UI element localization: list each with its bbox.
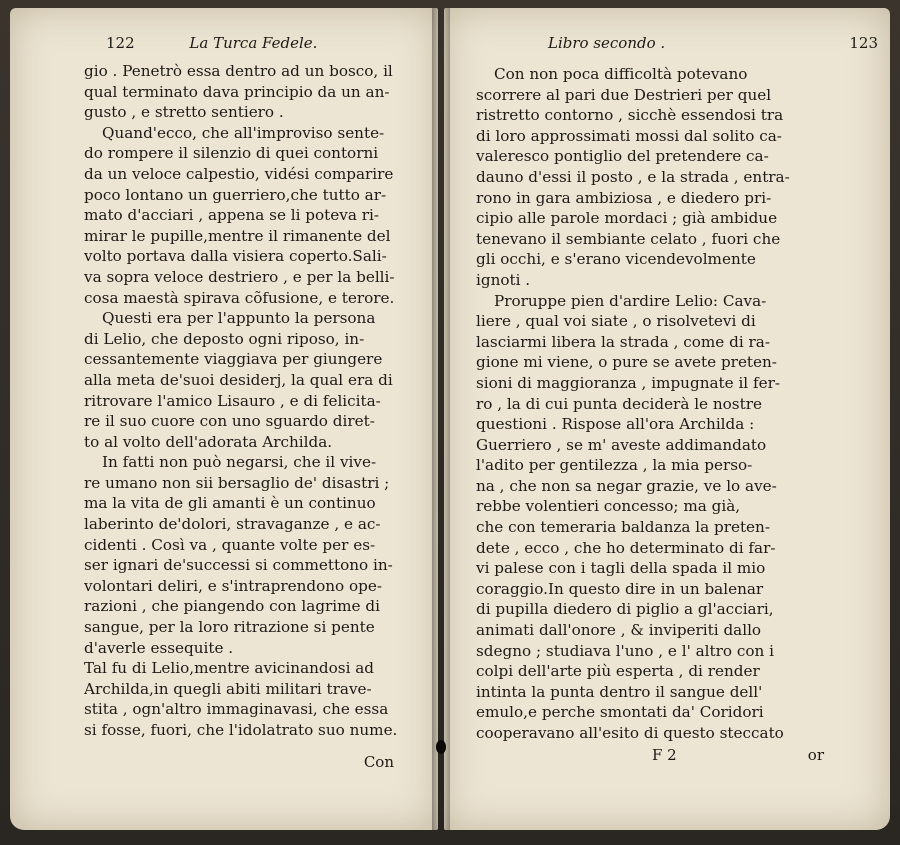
text-line: liere , qual voi siate , o risolvetevi di [476, 312, 756, 331]
right-catchword: or [807, 746, 824, 764]
text-line: gli occhi, e s'erano vicendevolmente [476, 250, 756, 269]
text-line: gione mi viene, o pure se avete preten- [476, 353, 777, 372]
right-page-text [476, 64, 878, 744]
text-line: che con temeraria baldanza la preten- [476, 518, 770, 537]
text-line: rebbe volentieri concesso; ma già, [476, 497, 741, 516]
text-line: di Lelio, che deposto ogni riposo, in- [84, 329, 365, 348]
text-line: tenevano il sembiante celato , fuori che [476, 229, 781, 248]
left-page-number: 122 [106, 34, 135, 52]
left-page-text [84, 61, 428, 741]
text-line: alla meta de'suoi desiderj, la qual era di [84, 370, 393, 389]
text-line: colpi dell'arte più esperta , di render [476, 662, 760, 681]
right-running-title: Libro secondo . [548, 34, 666, 52]
text-line: dete , ecco , che ho determinato di far- [476, 538, 776, 557]
text-line: laberinto de'dolori, stravaganze , e ac- [84, 515, 381, 534]
text-line: l'adito per gentilezza , la mia perso- [476, 456, 753, 475]
text-line: stita , ogn'altro immaginavasi, che essa [84, 700, 389, 719]
text-line: rono in gara ambiziosa , e diedero pri- [476, 188, 772, 207]
text-line: ma la vita de gli amanti è un continuo [84, 494, 376, 513]
text-line: poco lontano un guerriero,che tutto ar- [84, 185, 387, 204]
text-line: gio . Penetrò essa dentro ad un bosco, il [84, 62, 393, 80]
text-line: gusto , e stretto sentiero . [84, 103, 284, 122]
right-signature-mark: F 2 [652, 746, 677, 764]
text-line: da un veloce calpestio, vidési comparire [84, 164, 394, 183]
text-line: volto portava dalla visiera coperto.Sali- [84, 247, 387, 266]
text-line: Tal fu di Lelio,mentre avicinandosi ad [84, 659, 375, 678]
text-line: ritrovare l'amico Lisauro , e di felicita- [84, 391, 381, 410]
text-line: si fosse, fuori, che l'idolatrato suo nume. [84, 721, 398, 739]
text-line: Proruppe pien d'ardire Lelio: Cava- [494, 291, 767, 310]
text-line: razioni , che piangendo con lagrime di [84, 597, 380, 616]
text-line: mato d'acciari , appena se li poteva ri- [84, 206, 379, 225]
text-line: emulo,e perche smontati da' Coridori [476, 703, 764, 722]
ink-smudge [436, 740, 446, 754]
text-line: Archilda,in quegli abiti militari trave- [84, 679, 372, 698]
left-running-head [106, 34, 416, 52]
text-line: lasciarmi libera la strada , come di ra- [476, 332, 770, 351]
text-line: cosa maestà spirava cõfusione, e terore. [84, 288, 395, 307]
text-line: vi palese con i tagli della spada il mio [476, 559, 766, 578]
left-catchword: Con [363, 753, 394, 771]
text-line: re umano non sii bersaglio de' disastri ; [84, 473, 390, 492]
text-line: Questi era per l'appunto la persona [102, 309, 376, 328]
text-line: qual terminato dava principio da un an- [84, 82, 390, 101]
text-line: di pupilla diedero di piglio a gl'acciari, [476, 600, 774, 619]
text-line: scorrere al pari due Destrieri per quel [476, 85, 772, 104]
text-line: mirar le pupille,mentre il rimanente del [84, 226, 391, 245]
text-line: do rompere il silenzio di quei contorni [84, 144, 379, 163]
text-line: volontari deliri, e s'intraprendono ope- [84, 576, 383, 595]
text-line: animati dall'onore , & inviperiti dallo [476, 621, 762, 640]
right-page-number: 123 [849, 34, 878, 52]
right-page [444, 8, 890, 830]
text-line: cipio alle parole mordaci ; già ambidue [476, 209, 778, 228]
right-running-head [548, 34, 878, 52]
text-line: sangue, per la loro ritrazione si pente [84, 618, 375, 637]
text-line: ser ignari de'successi si commettono in- [84, 556, 393, 575]
text-line: coraggio.In questo dire in un balenar [476, 579, 764, 598]
text-line: sioni di maggioranza , impugnate il fer- [476, 373, 780, 392]
text-line: to al volto dell'adorata Archilda. [84, 432, 333, 451]
text-line: ignoti . [476, 270, 531, 289]
text-line: ro , la di cui punta deciderà le nostre [476, 394, 762, 413]
book-gutter [432, 8, 450, 830]
text-line: ristretto contorno , sicchè essendosi tra [476, 106, 784, 125]
text-line: na , che non sa negar grazie, ve lo ave- [476, 476, 777, 495]
left-running-title: La Turca Fedele. [189, 34, 318, 52]
text-line: cooperavano all'esito di questo steccato [476, 724, 784, 742]
text-line: re il suo cuore con uno sguardo diret- [84, 412, 375, 431]
text-line: d'averle essequite . [84, 638, 234, 657]
text-line: cidenti . Così va , quante volte per es- [84, 535, 376, 554]
text-line: valeresco pontiglio del pretendere ca- [476, 147, 769, 166]
left-page [10, 8, 438, 830]
text-line: va sopra veloce destriero , e per la belli- [84, 267, 395, 286]
text-line: Quand'ecco, che all'improviso sente- [102, 123, 385, 142]
text-line: questioni . Rispose all'ora Archilda : [476, 415, 755, 434]
text-line: sdegno ; studiava l'uno , e l' altro con i [476, 641, 774, 660]
text-line: Guerriero , se m' aveste addimandato [476, 435, 767, 454]
text-line: di loro approssimati mossi dal solito ca- [476, 126, 782, 145]
text-line: In fatti non può negarsi, che il vive- [102, 453, 377, 472]
text-line: intinta la punta dentro il sangue dell' [476, 682, 763, 701]
text-line: Con non poca difficoltà potevano [494, 65, 748, 83]
text-line: cessantemente viaggiava per giungere [84, 350, 383, 369]
text-line: dauno d'essi il posto , e la strada , entra- [476, 167, 790, 186]
